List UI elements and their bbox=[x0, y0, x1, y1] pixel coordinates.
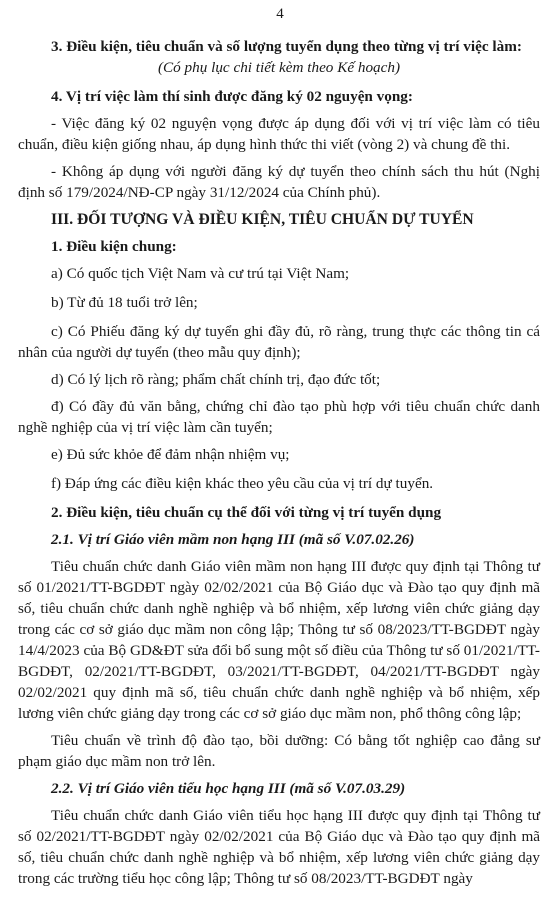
item4-paragraph-1: - Việc đăng ký 02 nguyện vọng được áp dụng đối với vị trí việc làm có tiêu chuẩn, điều kiện giống nhau, áp dụng hình thức thi viết (vòng 2) và chung đề thi. bbox=[18, 115, 540, 153]
condition-b: b) Từ đủ 18 tuổi trở lên; bbox=[51, 294, 198, 311]
condition-c: c) Có Phiếu đăng ký dự tuyển ghi đầy đủ, rõ ràng, trung thực các thông tin cá nhân của người dự tuyển (theo mẫu quy định); bbox=[18, 323, 540, 361]
section3-title: III. ĐỐI TƯỢNG VÀ ĐIỀU KIỆN, TIÊU CHUẨN DỰ TUYỂN bbox=[51, 211, 474, 228]
subsection-2-2-paragraph-1: Tiêu chuẩn chức danh Giáo viên tiểu học hạng III được quy định tại Thông tư số 02/2021/TT-BGDĐT ngày 02/02/2021 của Bộ Giáo dục và Đào tạo quy định mã số, tiêu chuẩn chức danh nghề nghiệp và bổ nhiệm, xếp lương viên chức giảng dạy trong các trường tiểu học công lập; Thông tư số 08/2023/TT-BGDĐT ngày bbox=[18, 807, 540, 887]
item3-title: 3. Điều kiện, tiêu chuẩn và số lượng tuyển dụng theo từng vị trí việc làm: bbox=[51, 38, 522, 55]
item4-title: 4. Vị trí việc làm thí sinh được đăng ký 02 nguyện vọng: bbox=[51, 88, 413, 105]
condition-dd: đ) Có đầy đủ văn bằng, chứng chỉ đào tạo phù hợp với tiêu chuẩn chức danh nghề nghiệp của vị trí việc làm cần tuyển; bbox=[18, 398, 540, 436]
condition-f: f) Đáp ứng các điều kiện khác theo yêu cầu của vị trí dự tuyển. bbox=[51, 475, 434, 492]
subsection-2-1-paragraph-1: Tiêu chuẩn chức danh Giáo viên mầm non hạng III được quy định tại Thông tư số 01/2021/TT-BGDĐT ngày 02/02/2021 của Bộ Giáo dục và Đào tạo quy định mã số, tiêu chuẩn chức danh nghề nghiệp và bổ nhiệm, xếp lương viên chức giảng dạy trong các cơ sở giáo dục mầm non công lập; Thông tư số 08/2023/TT-BGDĐT ngày 14/4/2023 của Bộ GD&ĐT sửa đổi bổ sung một số điều của Thông tư số 01/2021/TT-BGDĐT, 02/2021/TT-BGDĐT, 03/2021/TT-BGDĐT, 04/2021/TT-BGDĐT ngày 02/02/2021 quy định mã số, tiêu chuẩn chức danh nghề nghiệp và bổ nhiệm, xếp lương viên chức giảng dạy trong các cơ sở giáo dục mầm non, phổ thông công lập; bbox=[18, 558, 540, 722]
page-number: 4 bbox=[276, 6, 284, 22]
condition-d: d) Có lý lịch rõ ràng; phẩm chất chính trị, đạo đức tốt; bbox=[51, 371, 381, 388]
document-body bbox=[18, 36, 540, 889]
condition-a: a) Có quốc tịch Việt Nam và cư trú tại Việt Nam; bbox=[51, 265, 350, 282]
subsection-2-2-title: 2.2. Vị trí Giáo viên tiểu học hạng III (mã số V.07.03.29) bbox=[51, 780, 406, 797]
subsection-2-1-title: 2.1. Vị trí Giáo viên mầm non hạng III (mã số V.07.02.26) bbox=[51, 531, 415, 548]
item4-paragraph-2: - Không áp dụng với người đăng ký dự tuyển theo chính sách thu hút (Nghị định số 179/2024/NĐ-CP ngày 31/12/2024 của Chính phủ). bbox=[18, 163, 540, 201]
item3-note: (Có phụ lục chi tiết kèm theo Kế hoạch) bbox=[157, 59, 401, 76]
subsection-2-1-paragraph-2: Tiêu chuẩn về trình độ đào tạo, bồi dưỡng: Có bằng tốt nghiệp cao đẳng sư phạm giáo dục mầm non trở lên. bbox=[18, 732, 540, 770]
condition-e: e) Đủ sức khỏe để đảm nhận nhiệm vụ; bbox=[51, 446, 290, 463]
specific-conditions-title: 2. Điều kiện, tiêu chuẩn cụ thể đối với từng vị trí tuyển dụng bbox=[51, 504, 442, 521]
general-conditions-title: 1. Điều kiện chung: bbox=[51, 238, 177, 255]
